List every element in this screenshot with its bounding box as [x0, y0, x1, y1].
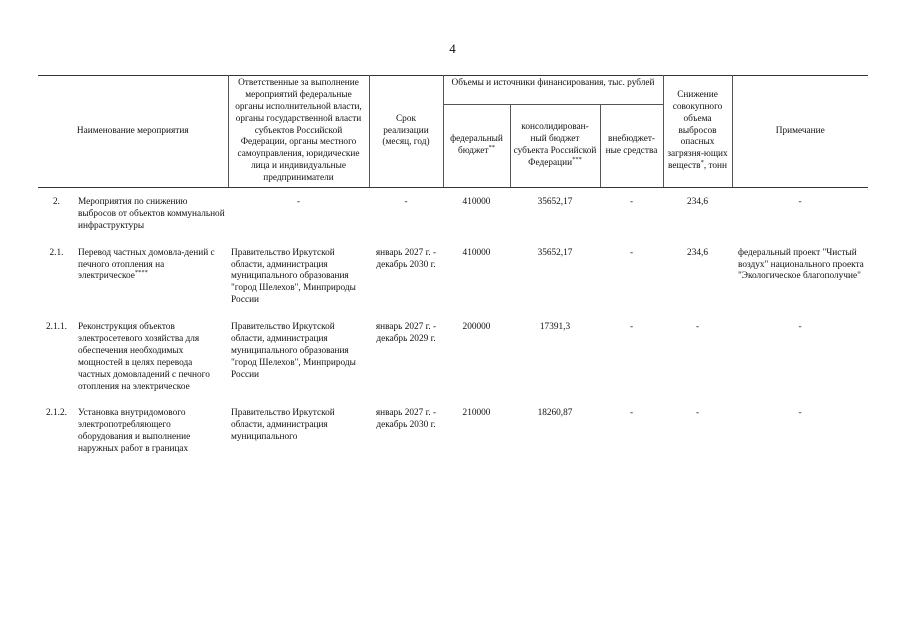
row-consolidated-budget: 35652,17 — [537, 197, 573, 208]
table-row — [38, 197, 868, 233]
row-number: 2. — [53, 197, 60, 208]
row-term: январь 2027 г. - декабрь 2030 г. — [375, 247, 437, 270]
row-federal-budget: 210000 — [462, 408, 491, 419]
header-financing-group: Объемы и источники финансирования, тыс. рублей — [443, 76, 663, 105]
row-responsible: Правительство Иркутской области, администрация муниципального образования "город Шелехов", Минприроды России — [231, 247, 356, 306]
table-row — [38, 408, 868, 456]
row-federal-budget: 410000 — [462, 197, 491, 208]
row-extrabudgetary: - — [629, 197, 634, 208]
header-emission-reduction: Снижение совокупного объема выбросов опасных загрязня-ющих веществ*, тонн — [663, 76, 732, 188]
row-term: январь 2027 г. - декабрь 2029 г. — [375, 322, 437, 345]
row-consolidated-budget: 18260,87 — [537, 408, 573, 419]
row-note: - — [798, 322, 802, 333]
row-emission-reduction: 234,6 — [687, 247, 708, 258]
header-responsible: Ответственные за выполнение мероприятий федеральные органы исполнительной власти, органы государственной власти субъектов Российской Федерации, органы местного самоуправления, юридические лица и индивидуальные предприниматели — [228, 76, 369, 188]
row-emission-reduction: 234,6 — [687, 197, 708, 208]
row-activity-name: Установка внутридомового электропотребляющего оборудования и выполнение наружных работ в границах — [78, 408, 191, 455]
activities-table — [38, 75, 868, 456]
row-note: федеральный проект "Чистый воздух" национального проекта "Экологическое благополучие" — [738, 247, 864, 282]
row-activity-name: Мероприятия по снижению выбросов от объектов коммунальной инфраструктуры — [78, 197, 225, 231]
row-note: - — [798, 197, 802, 208]
row-activity-name: Реконструкция объектов электросетевого хозяйства для обеспечения необходимых мощностей в целях перевода частных домовладений с печного отопления на электрическое — [78, 322, 210, 392]
row-emission-reduction: - — [695, 408, 700, 419]
row-number: 2.1. — [49, 247, 64, 258]
row-consolidated-budget: 35652,17 — [537, 247, 573, 258]
row-number: 2.1.1. — [46, 322, 67, 333]
table-row — [38, 248, 868, 307]
row-note: - — [798, 408, 802, 419]
row-responsible: Правительство Иркутской области, администрация муниципального — [231, 408, 335, 443]
row-activity-name: Перевод частных домовла-дений с печного отопления на электрическое**** — [78, 247, 215, 282]
header-activity-name: Наименование мероприятия — [38, 76, 228, 188]
header-federal-budget: федеральный бюджет** — [443, 105, 510, 188]
row-consolidated-budget: 17391,3 — [539, 322, 571, 333]
header-consolidated-budget: консолидирован-ный бюджет субъекта Российской Федерации*** — [510, 105, 600, 188]
page-number: 4 — [449, 41, 456, 56]
header-extrabudgetary: внебюджет-ные средства — [600, 105, 663, 188]
table-row — [38, 322, 868, 393]
row-federal-budget: 410000 — [462, 247, 491, 258]
row-term: - — [404, 197, 408, 208]
row-term: январь 2027 г. - декабрь 2030 г. — [375, 408, 437, 431]
row-extrabudgetary: - — [629, 247, 634, 258]
row-extrabudgetary: - — [629, 408, 634, 419]
row-responsible: - — [296, 197, 301, 208]
header-note: Примечание — [732, 76, 868, 188]
row-federal-budget: 200000 — [462, 322, 491, 333]
row-number: 2.1.2. — [46, 408, 67, 419]
row-responsible: Правительство Иркутской области, администрация муниципального образования "город Шелехов", Минприроды России — [231, 322, 356, 380]
row-extrabudgetary: - — [629, 322, 634, 333]
header-term: Срок реализации (месяц, год) — [369, 76, 443, 188]
row-emission-reduction: - — [695, 322, 700, 333]
